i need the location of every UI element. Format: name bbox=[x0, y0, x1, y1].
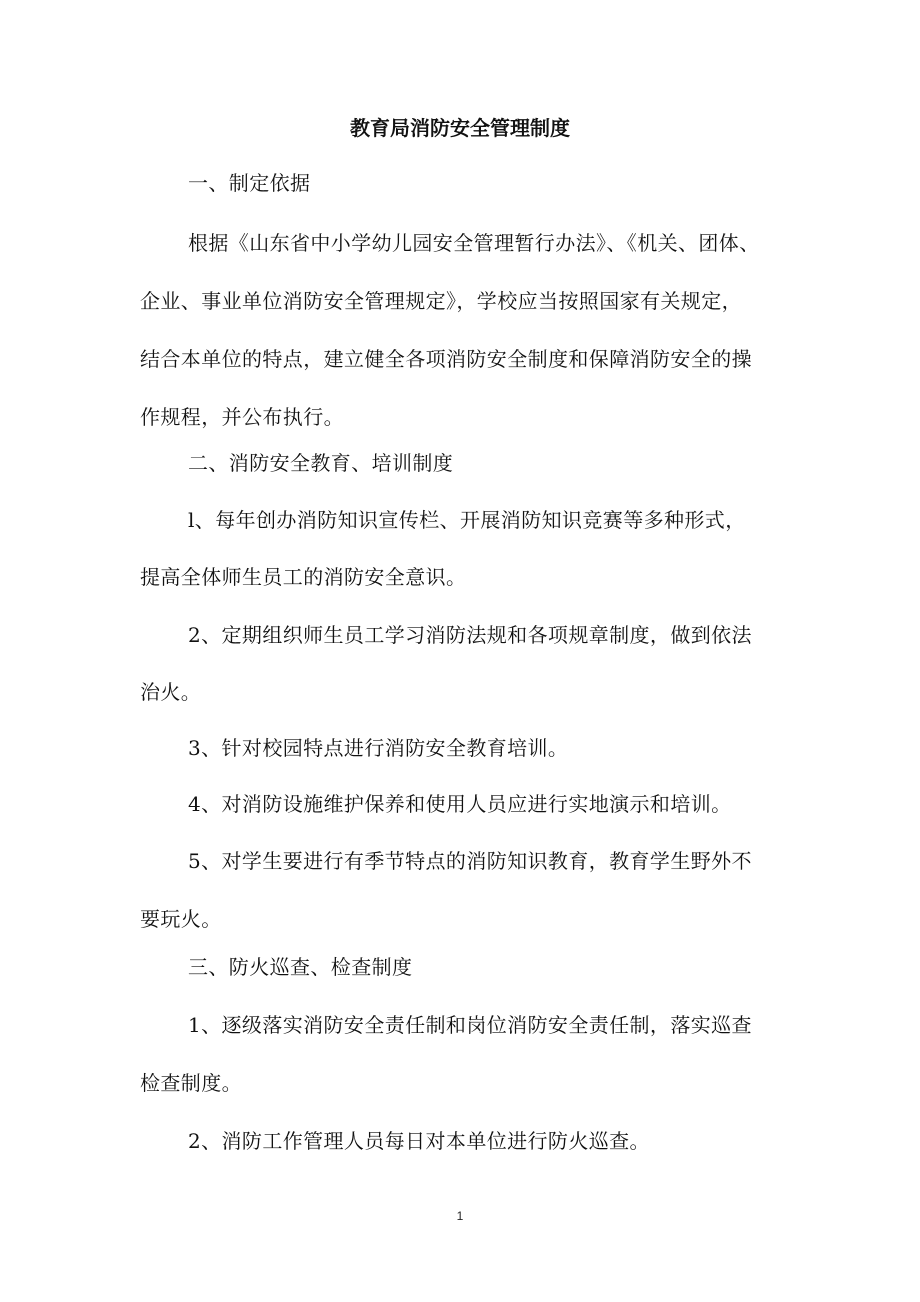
paragraph-line: 检查制度。 bbox=[140, 1071, 242, 1095]
paragraph-line: 4、对消防设施维护保养和使用人员应进行实地演示和培训。 bbox=[188, 792, 732, 816]
section-heading-1: 一、制定依据 bbox=[188, 171, 311, 195]
paragraph-line: 结合本单位的特点，建立健全各项消防安全制度和保障消防安全的操 bbox=[140, 347, 752, 371]
section-heading-3: 三、防火巡查、检查制度 bbox=[188, 955, 413, 979]
paragraph-line: l、每年创办消防知识宣传栏、开展消防知识竞赛等多种形式， bbox=[188, 508, 746, 532]
paragraph-line: 3、针对校园特点进行消防安全教育培训。 bbox=[188, 736, 569, 760]
document-title: 教育局消防安全管理制度 bbox=[350, 116, 570, 140]
paragraph-line: 2、消防工作管理人员每日对本单位进行防火巡查。 bbox=[188, 1129, 650, 1153]
paragraph-line: 提高全体师生员工的消防安全意识。 bbox=[140, 565, 467, 589]
paragraph-line: 2、定期组织师生员工学习消防法规和各项规章制度，做到依法 bbox=[188, 623, 752, 647]
paragraph-line: 1、逐级落实消防安全责任制和岗位消防安全责任制，落实巡查 bbox=[188, 1013, 752, 1037]
section-heading-2: 二、消防安全教育、培训制度 bbox=[188, 451, 454, 475]
paragraph-line: 5、对学生要进行有季节特点的消防知识教育，教育学生野外不 bbox=[188, 849, 752, 873]
page-number: 1 bbox=[456, 1209, 464, 1223]
paragraph-line: 根据《山东省中小学幼儿园安全管理暂行办法》、《机关、团体、 bbox=[188, 231, 760, 255]
paragraph-line: 要玩火。 bbox=[140, 907, 222, 931]
paragraph-line: 作规程，并公布执行。 bbox=[140, 405, 344, 429]
paragraph-line: 治火。 bbox=[140, 680, 202, 704]
paragraph-line: 企业、事业单位消防安全管理规定》，学校应当按照国家有关规定， bbox=[140, 289, 742, 313]
